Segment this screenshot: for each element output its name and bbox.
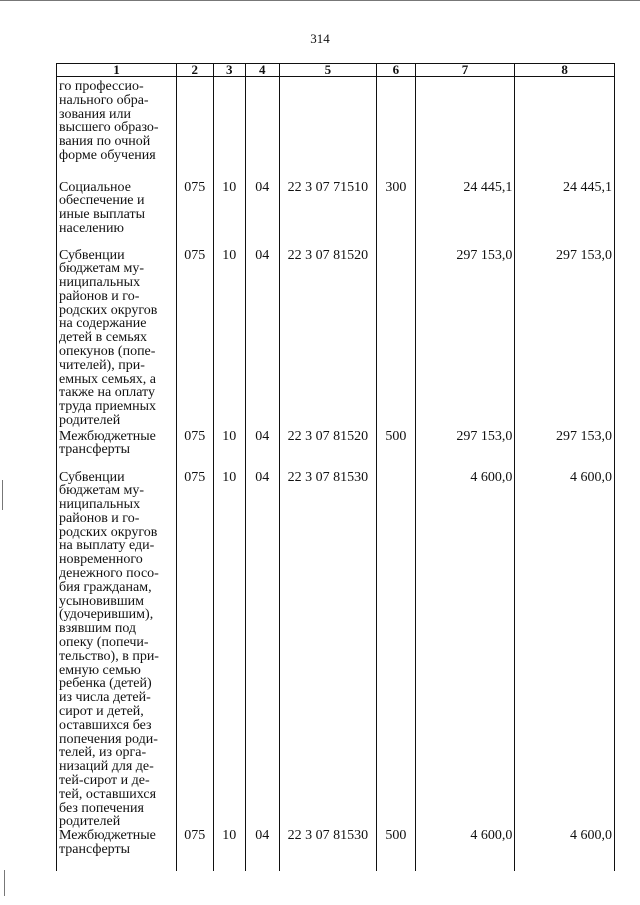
cell-subsection: 04 — [246, 829, 280, 871]
cell-ministry-code: 075 — [176, 181, 213, 249]
cell-ministry-code: 075 — [176, 249, 213, 430]
row-name: Субвенции бюджетам му- ниципальных районов и го- родских округов на выплату еди- новременного денежного посо- бия гражданам, усыновившим (удочерившим), взявшим под опеку (попечи- тельство), в при- емную семью ребенка (детей) из числа детей- сирот и детей, оставшихся без попечения роди- телей, из орга- низаций для де- тей-сирот и де- тей, оставшихся без попечения родителей — [57, 471, 177, 830]
cell-amount-2: 24 445,1 — [515, 181, 615, 249]
cell-section: 10 — [213, 430, 246, 471]
scan-artifact — [0, 0, 640, 1]
cell-amount-2: 297 153,0 — [515, 430, 615, 471]
cell-amount-1: 297 153,0 — [415, 430, 515, 471]
cell-expense-type — [377, 77, 416, 181]
cell-section: 10 — [213, 471, 246, 830]
cell-subsection: 04 — [246, 430, 280, 471]
cell-subsection: 04 — [246, 181, 280, 249]
table-row — [57, 829, 615, 871]
column-header: 7 — [415, 64, 515, 77]
table-row — [57, 430, 615, 471]
cell-subsection: 04 — [246, 471, 280, 830]
cell-subsection — [246, 77, 280, 181]
cell-target-article: 22 3 07 81530 — [279, 471, 377, 830]
cell-section: 10 — [213, 181, 246, 249]
column-header: 4 — [246, 64, 280, 77]
column-header: 3 — [213, 64, 246, 77]
cell-target-article: 22 3 07 81520 — [279, 249, 377, 430]
cell-ministry-code: 075 — [176, 829, 213, 871]
scan-artifact — [4, 870, 5, 896]
cell-target-article — [279, 77, 377, 181]
cell-expense-type: 500 — [377, 430, 416, 471]
column-header: 6 — [377, 64, 416, 77]
cell-expense-type — [377, 471, 416, 830]
row-name: Межбюджетные трансферты — [57, 829, 177, 871]
cell-amount-2: 4 600,0 — [515, 471, 615, 830]
cell-section: 10 — [213, 249, 246, 430]
table-row — [57, 249, 615, 430]
column-header: 5 — [279, 64, 377, 77]
row-name: го профессио- нального обра- зования или высшего образо- вания по очной форме обучения — [57, 77, 177, 181]
cell-expense-type: 300 — [377, 181, 416, 249]
table-row — [57, 471, 615, 830]
cell-ministry-code: 075 — [176, 471, 213, 830]
page-number: 314 — [310, 31, 330, 46]
row-name: Социальное обеспечение и иные выплаты населению — [57, 181, 177, 249]
cell-section — [213, 77, 246, 181]
cell-amount-2: 4 600,0 — [515, 829, 615, 871]
cell-section: 10 — [213, 829, 246, 871]
cell-expense-type: 500 — [377, 829, 416, 871]
row-name: Межбюджетные трансферты — [57, 430, 177, 471]
row-name: Субвенции бюджетам му- ниципальных районов и го- родских округов на содержание детей в семьях опекунов (попе- чителей), при- емных семьях, а также на оплату труда приемных родителей — [57, 249, 177, 430]
table-header — [57, 64, 615, 77]
cell-amount-1: 24 445,1 — [415, 181, 515, 249]
cell-amount-1: 4 600,0 — [415, 471, 515, 830]
cell-amount-1 — [415, 77, 515, 181]
cell-subsection: 04 — [246, 249, 280, 430]
cell-amount-2 — [515, 77, 615, 181]
cell-amount-1: 297 153,0 — [415, 249, 515, 430]
cell-target-article: 22 3 07 71510 — [279, 181, 377, 249]
column-header: 1 — [57, 64, 177, 77]
cell-target-article: 22 3 07 81530 — [279, 829, 377, 871]
cell-expense-type — [377, 249, 416, 430]
column-header: 2 — [176, 64, 213, 77]
cell-amount-1: 4 600,0 — [415, 829, 515, 871]
column-header: 8 — [515, 64, 615, 77]
cell-ministry-code: 075 — [176, 430, 213, 471]
cell-amount-2: 297 153,0 — [515, 249, 615, 430]
cell-target-article: 22 3 07 81520 — [279, 430, 377, 471]
budget-table — [56, 63, 615, 871]
table-row — [57, 181, 615, 249]
cell-ministry-code — [176, 77, 213, 181]
scan-artifact — [2, 480, 3, 510]
table-row — [57, 77, 615, 181]
